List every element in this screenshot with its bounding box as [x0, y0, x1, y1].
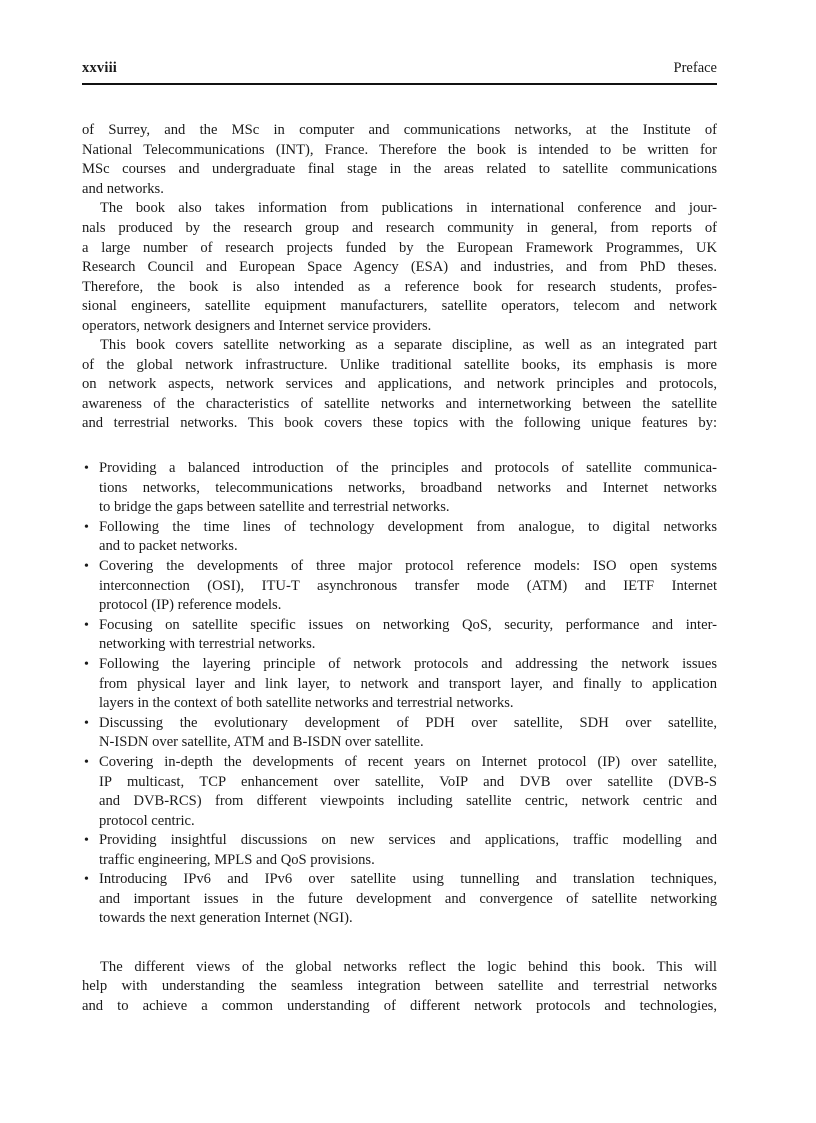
text-line: Introducing IPv6 and IPv6 over satellite using tunnelling and translation techniques, [99, 871, 717, 887]
text-line: interconnection (OSI), ITU-T asynchronous transfer mode (ATM) and IETF Internet [99, 578, 717, 594]
text-line: protocol centric. [99, 813, 195, 829]
text-line: IP multicast, TCP enhancement over satellite, VoIP and DVB over satellite (DVB-S [99, 774, 717, 790]
text-line: nals produced by the research group and research community in general, from reports of [82, 220, 717, 236]
bullet-icon: • [84, 559, 89, 574]
text-line: Providing insightful discussions on new services and applications, traffic modelling and [99, 832, 717, 848]
text-line: MSc courses and undergraduate final stage in the areas related to satellite communications [82, 161, 717, 177]
text-line: traffic engineering, MPLS and QoS provisions. [99, 852, 375, 868]
text-line: sional engineers, satellite equipment manufacturers, satellite operators, telecom and network [82, 298, 717, 314]
text-line: Research Council and European Space Agency (ESA) and industries, and from PhD theses. [82, 259, 717, 275]
text-line: and important issues in the future development and convergence of satellite networking [99, 891, 717, 907]
running-title: Preface [673, 60, 717, 76]
text-line: Focusing on satellite specific issues on networking QoS, security, performance and inter- [99, 617, 717, 633]
text-line: protocol (IP) reference models. [99, 597, 282, 613]
bullet-icon: • [84, 657, 89, 672]
text-line: Discussing the evolutionary development of PDH over satellite, SDH over satellite, [99, 715, 717, 731]
text-line: of the global network infrastructure. Unlike traditional satellite books, its emphasis is more [82, 357, 717, 373]
bullet-icon: • [84, 716, 89, 731]
text-line: and networks. [82, 181, 164, 197]
bullet-icon: • [84, 520, 89, 535]
text-line: networking with terrestrial networks. [99, 636, 316, 652]
text-line: Following the time lines of technology development from analogue, to digital networks [99, 519, 717, 535]
text-line: layers in the context of both satellite networks and terrestrial networks. [99, 695, 514, 711]
page-number: xxviii [82, 60, 118, 76]
text-line: National Telecommunications (INT), France. Therefore the book is intended to be written for [82, 142, 717, 158]
text-line: and to packet networks. [99, 538, 238, 554]
text-line: The book also takes information from publications in international conference and jour- [100, 200, 717, 216]
text-line: a large number of research projects funded by the European Framework Programmes, UK [82, 240, 717, 256]
text-line: The different views of the global networks reflect the logic behind this book. This will [100, 959, 717, 975]
text-line: and DVB-RCS) from different viewpoints including satellite centric, network centric and [99, 793, 717, 809]
text-line: tions networks, telecommunications networks, broadband networks and Internet networks [99, 480, 717, 496]
bullet-icon: • [84, 618, 89, 633]
bullet-icon: • [84, 872, 89, 887]
text-line: and to achieve a common understanding of different network protocols and technologies, [82, 998, 717, 1014]
text-line: on network aspects, network services and applications, and network principles and protocols, [82, 376, 717, 392]
text-line: and terrestrial networks. This book covers these topics with the following unique features by: [82, 415, 717, 431]
text-line: Covering in-depth the developments of recent years on Internet protocol (IP) over satellite, [99, 754, 717, 770]
bullet-icon: • [84, 833, 89, 848]
text-line: N-ISDN over satellite, ATM and B-ISDN over satellite. [99, 734, 424, 750]
text-line: operators, network designers and Internet service providers. [82, 318, 432, 334]
text-line: Providing a balanced introduction of the principles and protocols of satellite communica- [99, 460, 717, 476]
text-line: Therefore, the book is also intended as a reference book for research students, profes- [82, 279, 717, 295]
text-line: of Surrey, and the MSc in computer and communications networks, at the Institute of [82, 122, 717, 138]
text-line: Covering the developments of three major protocol reference models: ISO open systems [99, 558, 717, 574]
header-rule [82, 83, 717, 85]
text-line: This book covers satellite networking as a separate discipline, as well as an integrated part [100, 337, 717, 353]
text-line: to bridge the gaps between satellite and terrestrial networks. [99, 499, 450, 515]
text-line: awareness of the characteristics of satellite networks and internetworking between the satellite [82, 396, 717, 412]
bullet-icon: • [84, 461, 89, 476]
text-line: help with understanding the seamless integration between satellite and terrestrial networks [82, 978, 717, 994]
text-line: from physical layer and link layer, to network and transport layer, and finally to application [99, 676, 717, 692]
text-line: towards the next generation Internet (NGI). [99, 910, 353, 926]
page-header [82, 60, 717, 80]
bullet-icon: • [84, 755, 89, 770]
text-line: Following the layering principle of network protocols and addressing the network issues [99, 656, 717, 672]
